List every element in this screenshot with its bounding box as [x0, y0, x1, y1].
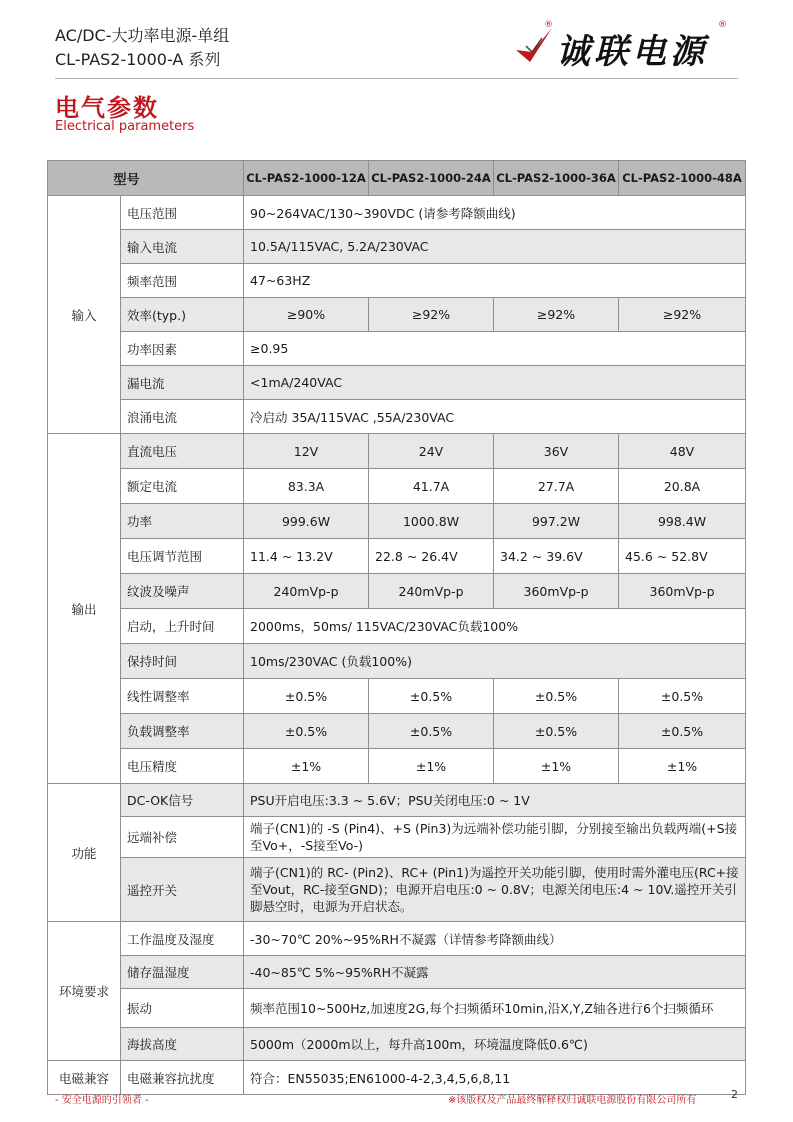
cell-value: 34.2 ~ 39.6V: [494, 539, 619, 574]
cell-value: 27.7A: [494, 469, 619, 504]
cell-value: 20.8A: [619, 469, 746, 504]
footer-copyright: ※该版权及产品最终解释权归诚联电源股份有限公司所有: [448, 1095, 697, 1106]
row-value: 10ms/230VAC (负载100%): [244, 644, 746, 679]
page-number: 2: [731, 1088, 738, 1101]
table-row: [48, 469, 746, 504]
row-label: 纹波及噪声: [121, 574, 244, 609]
model-column-header: CL-PAS2-1000-48A: [619, 161, 746, 196]
table-row: [48, 679, 746, 714]
cell-value: ≥92%: [619, 298, 746, 332]
row-label: 储存温湿度: [121, 956, 244, 989]
cell-value: ±0.5%: [619, 679, 746, 714]
logo-text: 诚联电源: [556, 32, 708, 72]
model-column-header: CL-PAS2-1000-36A: [494, 161, 619, 196]
row-label: 负载调整率: [121, 714, 244, 749]
row-value: 5000m（2000m以上，每升高100m，环境温度降低0.6℃): [244, 1028, 746, 1061]
registered-mark: ®: [544, 20, 553, 30]
table-row: [48, 956, 746, 989]
row-value: 频率范围10~500Hz,加速度2G,每个扫频循环10min,沿X,Y,Z轴各进行6个扫频循环: [244, 989, 746, 1028]
cell-value: ≥90%: [244, 298, 369, 332]
row-label: 电压范围: [121, 196, 244, 230]
table-row: [48, 230, 746, 264]
row-label: 振动: [121, 989, 244, 1028]
row-label: 直流电压: [121, 434, 244, 469]
cell-value: 22.8 ~ 26.4V: [369, 539, 494, 574]
table-row: [48, 298, 746, 332]
title-line-1: AC/DC-大功率电源-单组: [55, 26, 230, 45]
row-label: 功率: [121, 504, 244, 539]
cell-value: ±0.5%: [619, 714, 746, 749]
document-title: [55, 24, 229, 72]
table-row: [48, 504, 746, 539]
table-row: [48, 922, 746, 956]
table-row: [48, 366, 746, 400]
cell-value: ±0.5%: [369, 679, 494, 714]
table-row: [48, 332, 746, 366]
table-row: [48, 264, 746, 298]
model-header: 型号: [48, 161, 244, 196]
row-value: ≥0.95: [244, 332, 746, 366]
row-label: DC-OK信号: [121, 784, 244, 817]
table-row: [48, 784, 746, 817]
table-row: [48, 400, 746, 434]
section-title: 电气参数: [55, 94, 159, 122]
cell-value: 45.6 ~ 52.8V: [619, 539, 746, 574]
cell-value: ±1%: [619, 749, 746, 784]
brand-logo: [512, 18, 742, 70]
row-value: PSU开启电压:3.3 ~ 5.6V；PSU关闭电压:0 ~ 1V: [244, 784, 746, 817]
table-row: [48, 858, 746, 922]
cell-value: 240mVp-p: [369, 574, 494, 609]
row-label: 浪涌电流: [121, 400, 244, 434]
cell-value: 997.2W: [494, 504, 619, 539]
table-row: [48, 1061, 746, 1095]
cell-value: 240mVp-p: [244, 574, 369, 609]
table-row: [48, 196, 746, 230]
row-label: 保持时间: [121, 644, 244, 679]
row-label: 电压调节范围: [121, 539, 244, 574]
cell-value: 48V: [619, 434, 746, 469]
row-label: 电磁兼容抗扰度: [121, 1061, 244, 1095]
row-value: 47~63HZ: [244, 264, 746, 298]
cell-value: ≥92%: [369, 298, 494, 332]
cell-value: ±1%: [369, 749, 494, 784]
row-label: 海拔高度: [121, 1028, 244, 1061]
table-row: [48, 539, 746, 574]
table-row: [48, 714, 746, 749]
title-line-2: CL-PAS2-1000-A 系列: [55, 50, 221, 69]
table-row: [48, 644, 746, 679]
cell-value: ±1%: [244, 749, 369, 784]
row-value: -30~70℃ 20%~95%RH不凝露（详情参考降额曲线）: [244, 922, 746, 956]
cell-value: 999.6W: [244, 504, 369, 539]
row-value: 端子(CN1)的 -S (Pin4)、+S (Pin3)为远端补偿功能引脚，分别接至输出负载两端(+S接至Vo+，-S接至Vo-): [244, 817, 746, 858]
cell-value: 360mVp-p: [494, 574, 619, 609]
cell-value: ≥92%: [494, 298, 619, 332]
table-row: [48, 574, 746, 609]
row-label: 频率范围: [121, 264, 244, 298]
section-subtitle: Electrical parameters: [55, 119, 195, 134]
header-divider: [55, 78, 738, 79]
cell-value: 998.4W: [619, 504, 746, 539]
row-label: 输入电流: [121, 230, 244, 264]
group-input: 输入: [48, 196, 121, 434]
row-label: 漏电流: [121, 366, 244, 400]
model-column-header: CL-PAS2-1000-24A: [369, 161, 494, 196]
cell-value: ±0.5%: [494, 714, 619, 749]
cell-value: 360mVp-p: [619, 574, 746, 609]
row-label: 工作温度及湿度: [121, 922, 244, 956]
model-column-header: CL-PAS2-1000-12A: [244, 161, 369, 196]
table-row: [48, 1028, 746, 1061]
row-label: 遥控开关: [121, 858, 244, 922]
table-row: [48, 817, 746, 858]
cell-value: ±0.5%: [244, 679, 369, 714]
row-value: -40~85℃ 5%~95%RH不凝露: [244, 956, 746, 989]
row-label: 启动，上升时间: [121, 609, 244, 644]
row-value: 冷启动 35A/115VAC ,55A/230VAC: [244, 400, 746, 434]
table-header-row: [48, 161, 746, 196]
row-label: 效率(typ.): [121, 298, 244, 332]
registered-mark: ®: [718, 20, 727, 30]
cell-value: 41.7A: [369, 469, 494, 504]
table-row: [48, 989, 746, 1028]
row-label: 远端补偿: [121, 817, 244, 858]
cell-value: ±0.5%: [244, 714, 369, 749]
cell-value: 11.4 ~ 13.2V: [244, 539, 369, 574]
group-environment: 环境要求: [48, 922, 121, 1061]
electrical-parameters-table: [47, 160, 746, 1095]
row-value: <1mA/240VAC: [244, 366, 746, 400]
row-value: 90~264VAC/130~390VDC (请参考降额曲线): [244, 196, 746, 230]
row-label: 功率因素: [121, 332, 244, 366]
cell-value: ±1%: [494, 749, 619, 784]
cell-value: 24V: [369, 434, 494, 469]
cell-value: 36V: [494, 434, 619, 469]
footer-slogan: - 安全电源的引领者 -: [55, 1095, 149, 1106]
group-function: 功能: [48, 784, 121, 922]
row-value: 符合：EN55035;EN61000-4-2,3,4,5,6,8,11: [244, 1061, 746, 1095]
table-row: [48, 609, 746, 644]
row-label: 电压精度: [121, 749, 244, 784]
group-emc: 电磁兼容: [48, 1061, 121, 1095]
group-output: 输出: [48, 434, 121, 784]
table-row: [48, 434, 746, 469]
row-value: 2000ms，50ms/ 115VAC/230VAC负载100%: [244, 609, 746, 644]
table-row: [48, 749, 746, 784]
row-value: 端子(CN1)的 RC- (Pin2)、RC+ (Pin1)为遥控开关功能引脚，使用时需外灌电压(RC+接至Vout，RC-接至GND)；电源开启电压:0 ~ 0.8V；电源关闭电压:4 ~ 10V.遥控开关引脚悬空时，电源为开启状态。: [244, 858, 746, 922]
cell-value: 83.3A: [244, 469, 369, 504]
row-label: 线性调整率: [121, 679, 244, 714]
cell-value: 12V: [244, 434, 369, 469]
cell-value: ±0.5%: [494, 679, 619, 714]
row-label: 额定电流: [121, 469, 244, 504]
row-value: 10.5A/115VAC, 5.2A/230VAC: [244, 230, 746, 264]
cell-value: 1000.8W: [369, 504, 494, 539]
cell-value: ±0.5%: [369, 714, 494, 749]
